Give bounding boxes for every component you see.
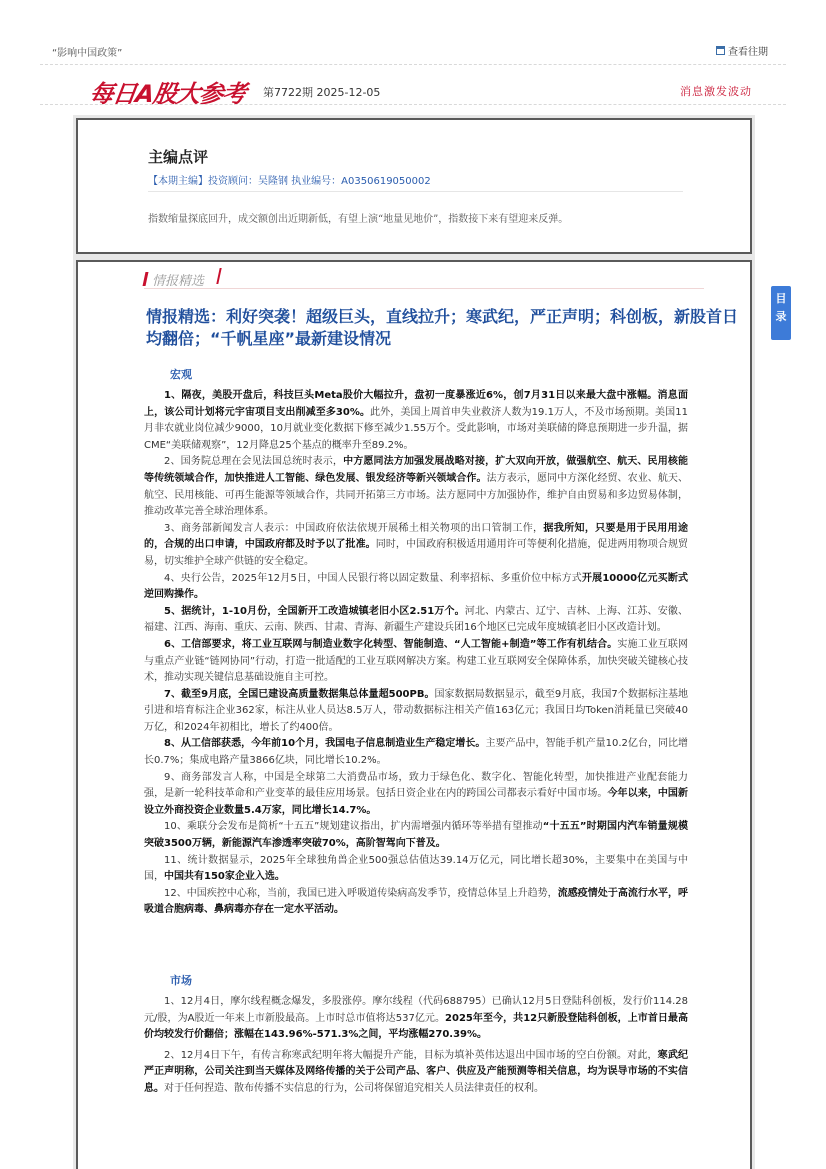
section-label: 情报精选 xyxy=(152,274,205,289)
list-item xyxy=(144,770,688,820)
list-item xyxy=(144,604,688,637)
editor-comment-card xyxy=(76,118,752,254)
archive-link[interactable] xyxy=(716,43,768,58)
masthead xyxy=(80,72,760,112)
body-text: 3、商务部新闻发言人表示：中国政府依法依规开展稀土相关物项的出口管制工作， xyxy=(164,522,544,534)
list-item xyxy=(144,521,688,571)
list-item xyxy=(144,571,688,604)
body-text: 同时，中国政府积极适用通用许可等便利化措施，促进两用物项合规贸易，切实维护全球产供链的安全稳定。 xyxy=(144,539,689,567)
body-text: 9、商务部发言人称，中国是全球第二大消费品市场，致力于绿色化、数字化、智能化转型，加快推进产业配套能力强，是新一轮科技革命和产业变革的最佳应用场景。包括日资企业在内的跨国公司都表示看好中国市场。 xyxy=(144,771,688,800)
bold-text: 1、隔夜，美股开盘后，科技巨头Meta股价大幅拉升，盘初一度暴涨近6%，创7月31日以来最大盘中涨幅。消息面上，该公司计划将元宇宙项目支出削减至多30%。 xyxy=(144,390,688,418)
slogan: 消息激发波动 xyxy=(680,85,752,98)
bold-text: 开展10000亿元买断式逆回购操作。 xyxy=(144,572,688,601)
list-item xyxy=(144,1048,688,1098)
list-item xyxy=(144,994,688,1044)
body-text: 2、国务院总理在会见法国总统时表示， xyxy=(164,456,344,468)
bold-text: 6、工信部要求，将工业互联网与制造业数字化转型、智能制造、“人工智能+制造”等工作有机结合。 xyxy=(164,638,618,650)
editor-meta: 【本期主编】投资顾问：吴隆钢 执业编号：A0350619050002 xyxy=(148,176,431,187)
list-item xyxy=(144,886,688,919)
body-text: 12、中国疾控中心称，当前，我国已进入呼吸道传染病高发季节，疫情总体呈上升趋势， xyxy=(164,887,558,899)
toc-tab-char: 录 xyxy=(775,310,787,323)
bold-text: 7、截至9月底，全国已建设高质量数据集总体量超500PB。 xyxy=(164,688,435,700)
list-item xyxy=(144,853,688,886)
intel-card xyxy=(76,260,752,1169)
bold-text: 中方愿同法方加强发展战略对接，扩大双向开放，做强航空、航天、民用核能等传统领域合作，加快推进人工智能、绿色发展、银发经济等新兴领域合作。 xyxy=(144,456,688,484)
bold-text: “十五五”时期国内汽车销量规模突破3500万辆，新能源汽车渗透率突破70%，高阶智驾向下普及。 xyxy=(144,821,688,850)
macro-list xyxy=(144,388,688,919)
issue-number: 第7722期 2025-12-05 xyxy=(263,86,381,99)
bold-text: 据我所知，只要是用于民用用途的，合规的出口申请，中国政府都及时予以了批准。 xyxy=(144,522,688,551)
macro-heading: 宏观 xyxy=(170,368,192,381)
section-mark-end xyxy=(216,268,221,284)
body-text: 河北、内蒙古、辽宁、吉林、上海、江苏、安徽、福建、江西、海南、重庆、云南、陕西、甘肃、青海、新疆生产建设兵团16个地区已完成年度城镇老旧小区改造计划。 xyxy=(144,605,689,634)
body-text: 2、12月4日下午，有传言称寒武纪明年将大幅提升产能，目标为填补英伟达退出中国市场的空白份额。对此， xyxy=(164,1049,658,1061)
article-headline: 情报精选：利好突袭！超级巨头，直线拉升；寒武纪，严正声明；科创板，新股首日均翻倍；“千帆星座”最新建设情况 xyxy=(146,307,739,348)
bold-text: 今年以来，中国新设立外商投资企业数量5.4万家，同比增长14.7%。 xyxy=(144,788,689,816)
top-divider xyxy=(40,64,786,65)
bold-text: 寒武纪严正声明称，公司关注到当天媒体及网络传播的关于公司产品、客户、供应及产能预测等相关信息，均为误导市场的不实信息。 xyxy=(144,1049,689,1094)
list-item xyxy=(144,388,688,454)
list-item xyxy=(144,736,688,769)
list-item xyxy=(144,454,688,520)
body-text: 国家数据局数据显示，截至9月底，我国7个数据标注基地引进和培育标注企业362家，标注从业人员达8.5万人，带动数据标注相关产值163亿元；我国日均Token消耗量已突破40万亿，和2024年初相比，增长了约400倍。 xyxy=(144,688,688,733)
bold-text: 2025年至今，共12只新股登陆科创板，上市首日最高价均较发行价翻倍；涨幅在143.96%-571.3%之间，平均涨幅270.39%。 xyxy=(144,1012,689,1041)
list-item xyxy=(144,637,688,687)
market-heading: 市场 xyxy=(170,974,192,987)
masthead-divider xyxy=(40,104,786,105)
body-text: 对于任何捏造、散布传播不实信息的行为，公司将保留追究相关人员法律责任的权利。 xyxy=(164,1082,544,1094)
toc-tab-char: 目 xyxy=(775,292,787,305)
body-text: 1、12月4日，摩尔线程概念爆发，多股涨停。摩尔线程（代码688795）已确认12月5日登陆科创板，发行价114.28元/股，为A股近一年来上市新股最高。上市时总市值将达537亿元。 xyxy=(144,996,688,1024)
body-text: 10、乘联分会发布是简析“十五五”规划建议指出，扩内需增强内循环等举措有望推动 xyxy=(164,821,543,833)
body-text: 法方表示，愿同中方深化经贸、农业、航天、航空、民用核能、可再生能源等领域合作，共同开拓第三方市场。法方愿同中方加强协作，维护自由贸易和多边贸易体制，推动改革完善全球治理体系。 xyxy=(144,472,689,518)
calendar-icon xyxy=(716,46,725,55)
section-mark xyxy=(143,272,149,286)
logo: 每日A股大参考 xyxy=(87,80,248,108)
list-item xyxy=(144,687,688,737)
bold-text: 中国共有150家企业入选。 xyxy=(164,871,285,883)
section-divider xyxy=(144,288,704,289)
editor-comment: 指数缩量探底回升，成交额创出近期新低，有望上演“地量见地价”，指数接下来有望迎来反弹。 xyxy=(148,214,569,225)
market-list xyxy=(144,994,688,1098)
body-text: 此外，美国上周首申失业救济人数为19.1万人，不及市场预期。美国11月非农就业岗位减少9000，10月就业变化数据下修至减少1.55万个。受此影响，市场对美联储的降息预期进一步升温，据CME“美联储观察”，12月降息25个基点的概率升至89.2%。 xyxy=(144,406,688,451)
bold-text: 8、从工信部获悉，今年前10个月，我国电子信息制造业生产稳定增长。 xyxy=(164,738,486,750)
archive-link-label: 查看往期 xyxy=(728,47,768,58)
body-text: 主要产品中，智能手机产量10.2亿台，同比增长0.7%；集成电路产量3866亿块，同比增长10.2%。 xyxy=(144,738,689,767)
body-text: 11、统计数据显示，2025年全球独角兽企业500强总估值达39.14万亿元，同比增长超30%，主要集中在美国与中国， xyxy=(144,854,688,883)
toc-tab[interactable] xyxy=(771,286,791,340)
bold-text: 5、据统计，1-10月份，全国新开工改造城镇老旧小区2.51万个。 xyxy=(164,605,465,617)
site-tagline: “影响中国政策” xyxy=(52,48,123,59)
body-text: 实施工业互联网与重点产业链“链网协同”行动，打造一批适配的工业互联网解决方案。构建工业互联网安全保障体系，加快突破关键核心技术，推动实现关键信息基础设施自主可控。 xyxy=(144,638,689,684)
editor-title: 主编点评 xyxy=(148,148,209,166)
editor-divider xyxy=(148,191,683,192)
list-item xyxy=(144,819,688,852)
body-text: 4、央行公告，2025年12月5日，中国人民银行将以固定数量、利率招标、多重价位中标方式 xyxy=(164,572,582,584)
bold-text: 流感疫情处于高流行水平，呼吸道合胞病毒、鼻病毒亦存在一定水平活动。 xyxy=(144,887,689,916)
